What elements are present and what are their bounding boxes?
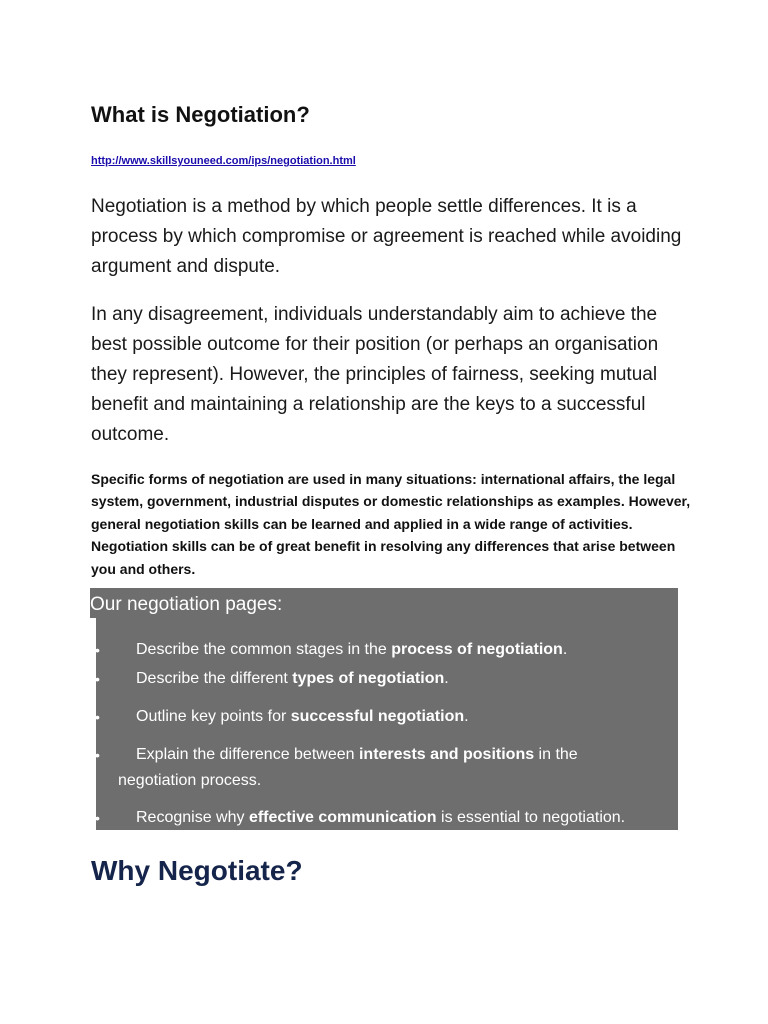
- item-link-types-of-negotiation[interactable]: types of negotiation: [292, 670, 445, 687]
- intro-paragraph-1: Negotiation is a method by which people settle differences. It is a process by which compromise or agreement is reached while avoiding argument and dispute.: [91, 196, 682, 277]
- item-text: Explain the difference between: [136, 746, 359, 763]
- item-text: Recognise why: [136, 809, 249, 826]
- item-text: Outline key points for: [136, 708, 291, 725]
- intro-paragraph-2: In any disagreement, individuals understandably aim to achieve the best possible outcome for their position (or perhaps an organisation they represent). However, the principles of fairness, seeking mutual benefit and maintaining a relationship are the keys to a successful outcome.: [91, 304, 659, 445]
- item-text-end: .: [562, 641, 568, 658]
- list-item: [96, 704, 666, 730]
- section-heading-why-negotiate: Why Negotiate?: [91, 855, 303, 886]
- source-link[interactable]: http://www.skillsyouneed.com/ips/negotiation.html: [91, 155, 356, 167]
- item-text-end: in the: [534, 746, 578, 763]
- item-text-end: is essential to negotiation.: [436, 809, 626, 826]
- item-text: Describe the common stages in the: [136, 641, 392, 658]
- bullet-icon: •: [95, 709, 100, 725]
- list-item: [96, 637, 666, 663]
- item-text: Describe the different: [136, 670, 293, 687]
- item-text-end: .: [444, 670, 449, 687]
- list-item: [96, 805, 666, 831]
- item-link-successful-negotiation[interactable]: successful negotiation: [290, 708, 465, 725]
- bullet-icon: •: [95, 642, 100, 658]
- bold-summary-paragraph: Specific forms of negotiation are used in many situations: international affairs, the legal system, government, industrial disputes or domestic relationships as examples. However, general negotiation skills can be learned and applied in a wide range of activities. Negotiation skills can be of great benefit in resolving any differences that arise between you and others.: [91, 471, 691, 577]
- pages-box-header: Our negotiation pages:: [90, 594, 283, 615]
- item-text-end: .: [464, 708, 469, 725]
- bullet-icon: •: [95, 810, 100, 826]
- list-item: [96, 666, 666, 692]
- item-text-continued: negotiation process.: [118, 772, 262, 789]
- item-link-effective-communication[interactable]: effective communication: [248, 809, 437, 826]
- item-link-process-of-negotiation[interactable]: process of negotiation: [391, 641, 563, 658]
- list-item: [96, 742, 666, 794]
- item-link-interests-and-positions[interactable]: interests and positions: [358, 746, 535, 763]
- page-title: What is Negotiation?: [91, 102, 310, 127]
- negotiation-pages-box: [90, 588, 678, 830]
- bullet-icon: •: [95, 671, 100, 687]
- bullet-icon: •: [95, 747, 100, 763]
